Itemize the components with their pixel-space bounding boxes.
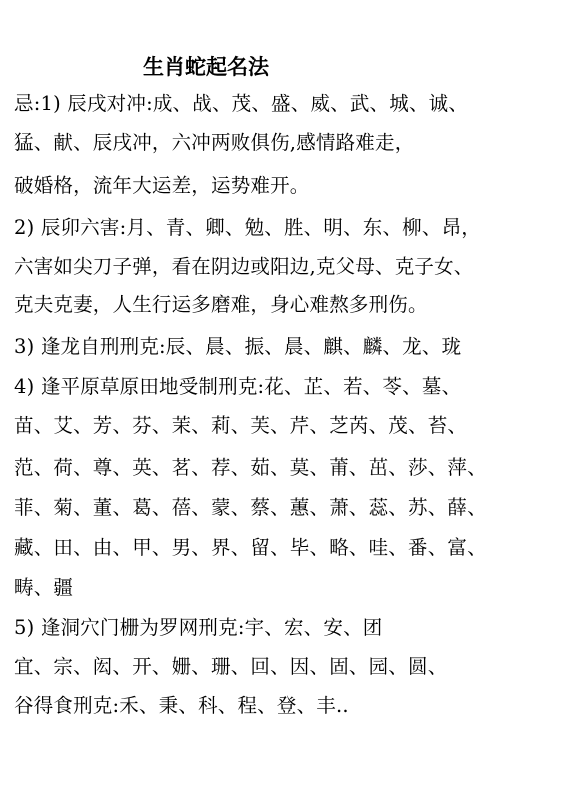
text-line: 克夫克妻，人生行运多磨难，身心难熬多刑伤。 — [14, 293, 428, 316]
text-line: 5) 逢洞穴门栅为罗网刑克:宇、宏、安、团 — [14, 616, 383, 639]
text-line: 菲、菊、董、葛、蓓、蒙、蔡、蕙、萧、蕊、苏、薛、 — [14, 496, 487, 519]
text-line: 3) 逢龙自刑刑克:辰、晨、振、晨、麒、麟、龙、珑 — [14, 335, 462, 358]
text-line: 范、荷、尊、英、茗、荐、茹、莫、莆、茁、莎、萍、 — [14, 456, 487, 479]
text-line: 破婚格，流年大运差，运势难开。 — [14, 174, 310, 197]
document-title: 生肖蛇起名法 — [143, 54, 269, 79]
text-line: 2) 辰卯六害:月、青、卿、勉、胜、明、东、柳、昂， — [14, 216, 481, 239]
text-line: 宜、宗、闳、开、姗、珊、回、因、固、园、圆、 — [14, 655, 448, 678]
text-line: 苗、艾、芳、芬、茉、莉、芙、芹、芝芮、茂、苔、 — [14, 414, 468, 437]
text-line: 忌:1) 辰戌对冲:成、战、茂、盛、威、武、城、诚、 — [14, 92, 469, 115]
text-line: 畴、疆 — [14, 576, 74, 599]
text-line: 猛、献、辰戌冲，六冲两败俱伤,感情路难走， — [14, 131, 415, 154]
text-line: 藏、田、由、甲、男、界、留、毕、略、哇、番、富、 — [14, 536, 487, 559]
text-line: 4) 逢平原草原田地受制刑克:花、芷、若、苓、墓、 — [14, 375, 462, 398]
text-line: 六害如尖刀子弹，看在阴边或阳边,克父母、克子女、 — [14, 255, 474, 278]
text-line: 谷得食刑克:禾、秉、科、程、登、丰.. — [14, 694, 349, 717]
